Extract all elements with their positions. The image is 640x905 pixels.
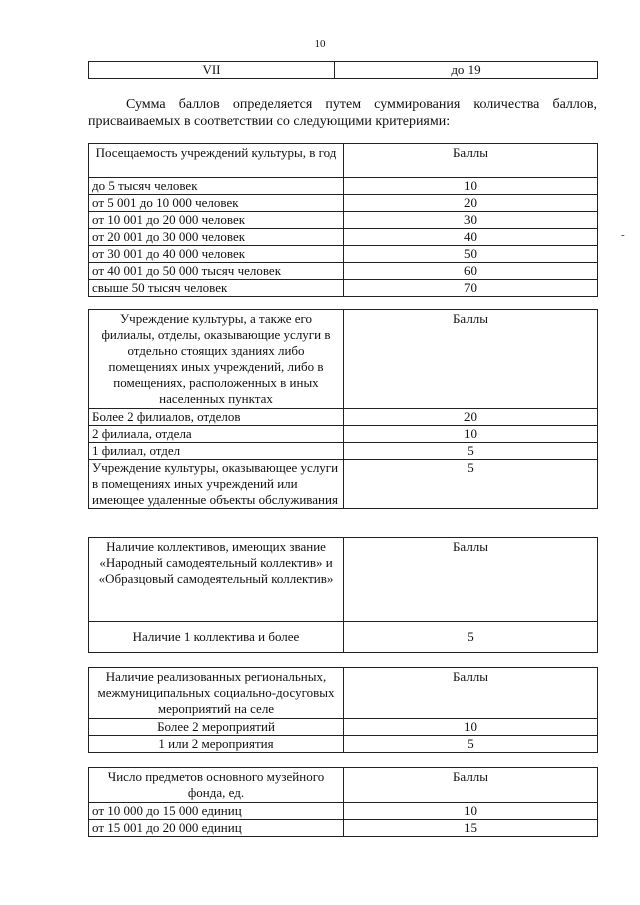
table-row <box>89 212 598 229</box>
row-label: от 30 001 до 40 000 человек <box>89 246 344 263</box>
row-label: Более 2 филиалов, отделов <box>89 409 344 426</box>
page-number: 10 <box>314 38 326 50</box>
branches-header: Учреждение культуры, а также его филиалы, отделы, оказывающие услуги в отдельно стоящих зданиях либо помещениях иных учреждений, либо в помещениях, расположенных в иных населенных пунктах <box>89 310 344 409</box>
museum-fund-table <box>88 767 598 837</box>
table-row <box>89 178 598 195</box>
row-score: 20 <box>344 409 598 426</box>
table-row <box>89 820 598 837</box>
table-header-row <box>89 768 598 803</box>
table-row <box>89 460 598 509</box>
row-score: 15 <box>344 820 598 837</box>
row-score: 10 <box>344 803 598 820</box>
row-label: от 20 001 до 30 000 человек <box>89 229 344 246</box>
table-row <box>89 195 598 212</box>
row-label: от 15 001 до 20 000 единиц <box>89 820 344 837</box>
attendance-header: Посещаемость учреждений культуры, в год <box>89 144 344 178</box>
table-header-row <box>89 310 598 409</box>
intro-paragraph: Сумма баллов определяется путем суммирования количества баллов, присваиваемых в соответствии со следующими критериями: <box>88 97 597 129</box>
attendance-table <box>88 143 598 297</box>
table-row <box>89 62 598 79</box>
table-row <box>89 803 598 820</box>
collectives-score-header: Баллы <box>344 538 598 622</box>
row-label: от 40 001 до 50 000 тысяч человек <box>89 263 344 280</box>
table-row <box>89 263 598 280</box>
grade-table-continuation <box>88 61 598 79</box>
row-label: от 10 000 до 15 000 единиц <box>89 803 344 820</box>
grade-score-cell: до 19 <box>335 62 598 79</box>
table-row <box>89 229 598 246</box>
row-label: Более 2 мероприятий <box>89 719 344 736</box>
table-row <box>89 246 598 263</box>
row-score: 5 <box>344 460 598 509</box>
table-row <box>89 736 598 753</box>
row-label: свыше 50 тысяч человек <box>89 280 344 297</box>
table-header-row <box>89 144 598 178</box>
row-score: 5 <box>344 622 598 653</box>
row-label: до 5 тысяч человек <box>89 178 344 195</box>
table-header-row <box>89 668 598 719</box>
table-row <box>89 409 598 426</box>
attendance-score-header: Баллы <box>344 144 598 178</box>
table-row <box>89 443 598 460</box>
branches-score-header: Баллы <box>344 310 598 409</box>
row-score: 5 <box>344 443 598 460</box>
table-header-row <box>89 538 598 622</box>
row-label: 1 филиал, отдел <box>89 443 344 460</box>
row-label: от 5 001 до 10 000 человек <box>89 195 344 212</box>
row-label: Учреждение культуры, оказывающее услуги в помещениях иных учреждений или имеющее удаленные объекты обслуживания <box>89 460 344 509</box>
museum-fund-header: Число предметов основного музейного фонда, ед. <box>89 768 344 803</box>
row-score: 10 <box>344 719 598 736</box>
row-score: 40 <box>344 229 598 246</box>
events-header: Наличие реализованных региональных, межмуниципальных социально-досуговых мероприятий на селе <box>89 668 344 719</box>
row-label: 2 филиала, отдела <box>89 426 344 443</box>
museum-fund-score-header: Баллы <box>344 768 598 803</box>
table-row <box>89 280 598 297</box>
row-score: 60 <box>344 263 598 280</box>
collectives-table <box>88 537 598 653</box>
row-score: 10 <box>344 426 598 443</box>
row-score: 70 <box>344 280 598 297</box>
grade-cell: VII <box>89 62 335 79</box>
table-row <box>89 719 598 736</box>
row-label: Наличие 1 коллектива и более <box>89 622 344 653</box>
events-score-header: Баллы <box>344 668 598 719</box>
row-score: 10 <box>344 178 598 195</box>
table-row <box>89 622 598 653</box>
row-score: 5 <box>344 736 598 753</box>
events-table <box>88 667 598 753</box>
row-score: 50 <box>344 246 598 263</box>
collectives-header: Наличие коллективов, имеющих звание «Народный самодеятельный коллектив» и «Образцовый самодеятельный коллектив» <box>89 538 344 622</box>
branches-table <box>88 309 598 509</box>
table-row <box>89 426 598 443</box>
row-label: от 10 001 до 20 000 человек <box>89 212 344 229</box>
row-score: 30 <box>344 212 598 229</box>
scan-mark: - <box>621 229 625 241</box>
row-label: 1 или 2 мероприятия <box>89 736 344 753</box>
row-score: 20 <box>344 195 598 212</box>
